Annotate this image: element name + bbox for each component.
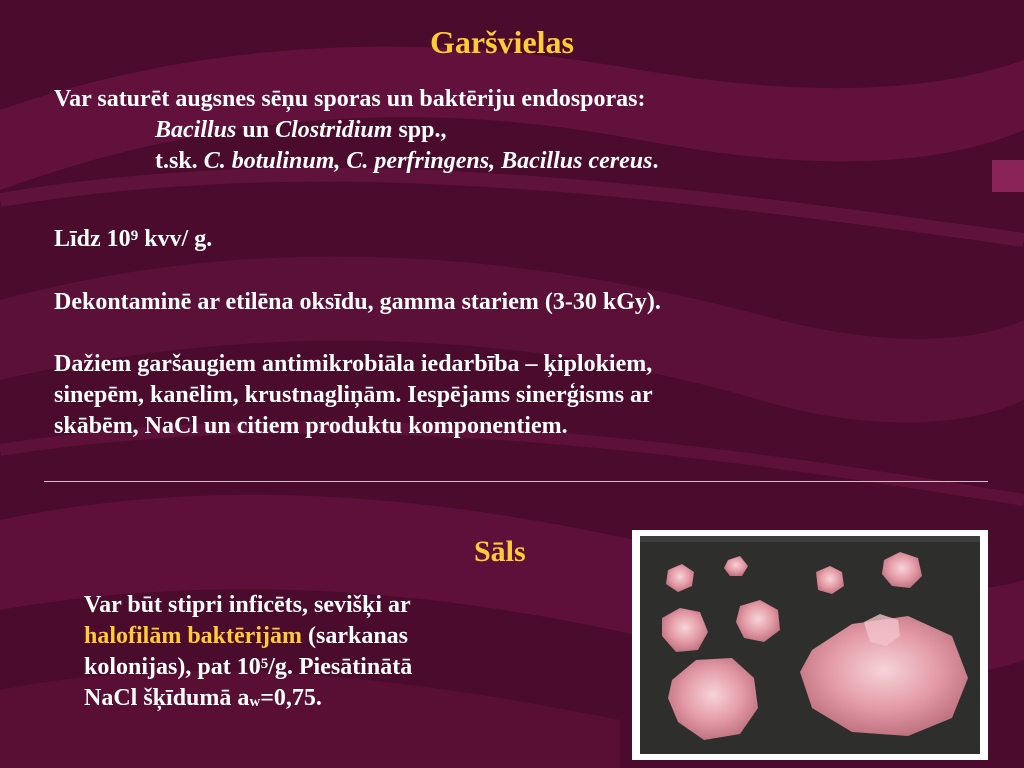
text-decontamination: Dekontaminē ar etilēna oksīdu, gamma stariem (3-30 kGy). bbox=[54, 289, 661, 315]
salt-line-4 bbox=[84, 683, 564, 714]
text-line-2 bbox=[54, 115, 658, 146]
text-antimicrobial-2: sinepēm, kanēlim, krustnagliņām. Iespējams sinerģisms ar bbox=[54, 382, 653, 408]
species-list: C. botulinum, C. perfringens, Bacillus cereus bbox=[203, 148, 653, 174]
water-activity-value: =0,75. bbox=[260, 685, 322, 711]
salt-exponent: 5 bbox=[260, 656, 269, 672]
water-activity-subscript: w bbox=[249, 694, 261, 710]
text-conjunction: un bbox=[236, 117, 276, 143]
salt-water-activity: NaCl šķīdumā a bbox=[84, 685, 250, 711]
text-count-unit: kvv/ g. bbox=[138, 226, 213, 252]
salt-line-1: Var būt stipri inficēts, sevišķi ar bbox=[84, 592, 411, 618]
section-divider bbox=[44, 481, 988, 482]
salt-line-2-rest: (sarkanas bbox=[301, 623, 409, 649]
salt-line-2 bbox=[84, 621, 564, 652]
text-spp: spp., bbox=[392, 117, 447, 143]
text-line-3 bbox=[54, 146, 658, 177]
salt-crystals-image bbox=[632, 530, 988, 760]
text-period: . bbox=[652, 148, 659, 174]
species-clostridium: Clostridium bbox=[275, 117, 393, 143]
antimicrobial-text bbox=[54, 349, 653, 442]
slide-title: Garšvielas bbox=[430, 24, 574, 60]
text-line-1 bbox=[54, 84, 658, 115]
decontamination-text bbox=[54, 287, 661, 318]
text-spores: Var saturēt augsnes sēņu sporas un baktēriju endosporas: bbox=[54, 86, 646, 112]
text-antimicrobial-3: skābēm, NaCl un citiem produktu komponentiem. bbox=[54, 413, 568, 439]
text-including: t.sk. bbox=[155, 148, 204, 174]
spices-text bbox=[54, 84, 658, 177]
text-antimicrobial-1: Dažiem garšaugiem antimikrobiāla iedarbība – ķiplokiem, bbox=[54, 351, 653, 377]
salt-line-3 bbox=[84, 652, 564, 683]
salt-text bbox=[84, 590, 564, 714]
text-count: Līdz 10 bbox=[54, 226, 131, 252]
salt-count: kolonijas), pat 10 bbox=[84, 654, 261, 680]
species-bacillus: Bacillus bbox=[155, 117, 237, 143]
salt-count-rest: /g. Piesātinātā bbox=[268, 654, 413, 680]
count-exponent: 9 bbox=[130, 228, 139, 244]
halophilic-highlight: halofilām baktērijām bbox=[84, 623, 302, 649]
count-text bbox=[54, 224, 212, 255]
salt-crystals-photo bbox=[632, 530, 988, 760]
salt-title: Sāls bbox=[474, 535, 526, 568]
